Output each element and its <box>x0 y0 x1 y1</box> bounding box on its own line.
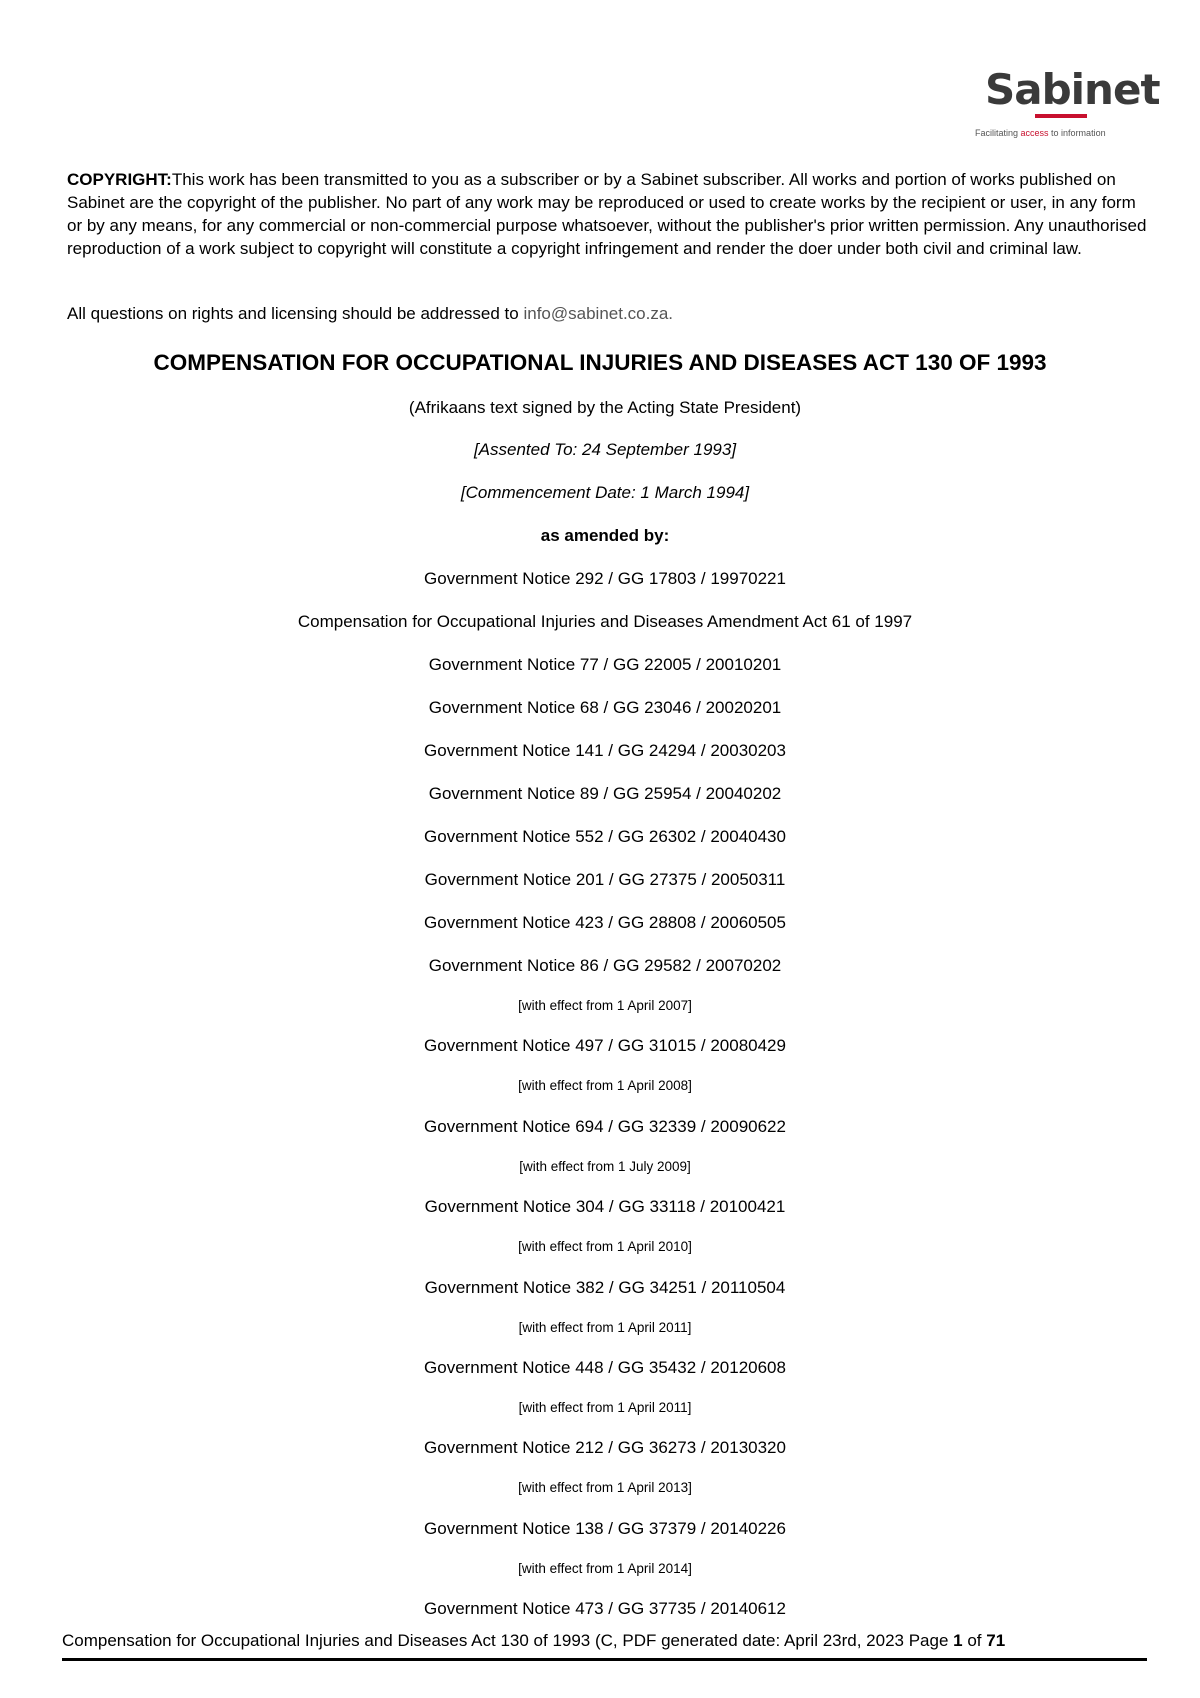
amendment-entry: Government Notice 89 / GG 25954 / 20040202 <box>428 784 782 803</box>
assented-date: [Assented To: 24 September 1993] <box>473 440 737 459</box>
amendment-entry: Government Notice 423 / GG 28808 / 20060505 <box>424 913 786 932</box>
licensing-questions <box>67 304 673 324</box>
amendment-entry: Government Notice 448 / GG 35432 / 20120608 <box>424 1358 786 1377</box>
questions-text: All questions on rights and licensing should be addressed to <box>67 304 524 323</box>
amendment-entry: Government Notice 292 / GG 17803 / 19970221 <box>424 569 786 588</box>
page-footer <box>62 1631 1147 1651</box>
sabinet-logo <box>975 64 1160 144</box>
amendment-entry: Government Notice 694 / GG 32339 / 20090622 <box>424 1117 786 1136</box>
tagline-pre: Facilitating <box>975 128 1021 138</box>
footer-of: of <box>962 1631 987 1650</box>
amendment-entry: Government Notice 138 / GG 37379 / 20140226 <box>424 1519 786 1538</box>
amendment-entry: Government Notice 212 / GG 36273 / 20130320 <box>424 1438 786 1457</box>
amendment-entry: Government Notice 304 / GG 33118 / 20100421 <box>424 1197 786 1216</box>
copyright-text: This work has been transmitted to you as a subscriber or by a Sabinet subscriber. All works and portion of works published on Sabinet are the copyright of the publisher. No part of any work may be reproduced or used to create works by the recipient or user, in any form or by any means, for any commercial or non-commercial purpose whatsoever, without the publisher's prior written permission. Any unauthorised reproduction of a work subject to copyright will constitute a copyright infringement and render the doer under both civil and criminal law. <box>67 170 1147 258</box>
copyright-notice <box>67 168 1147 260</box>
footer-page-total: 71 <box>986 1631 1006 1650</box>
amendment-entry: Government Notice 141 / GG 24294 / 20030203 <box>424 741 786 760</box>
amendment-entry: Government Notice 77 / GG 22005 / 20010201 <box>428 655 782 674</box>
effect-note: [with effect from 1 April 2014] <box>518 1561 692 1576</box>
effect-note: [with effect from 1 April 2013] <box>518 1480 692 1495</box>
footer-rule <box>62 1658 1147 1661</box>
commencement-date: [Commencement Date: 1 March 1994] <box>460 483 750 502</box>
effect-note: [with effect from 1 April 2007] <box>518 998 692 1013</box>
tagline-red: access <box>1020 128 1049 138</box>
amendment-entry: Government Notice 473 / GG 37735 / 20140612 <box>424 1599 786 1618</box>
act-title: COMPENSATION FOR OCCUPATIONAL INJURIES AND DISEASES ACT 130 OF 1993 <box>153 350 1047 375</box>
effect-note: [with effect from 1 April 2011] <box>518 1400 692 1415</box>
amended-by-heading: as amended by: <box>540 526 670 545</box>
amendment-entry: Government Notice 68 / GG 23046 / 20020201 <box>428 698 782 717</box>
footer-text: Compensation for Occupational Injuries and Diseases Act 130 of 1993 (C, PDF generated date: April 23rd, 2023 Page <box>62 1631 954 1650</box>
effect-note: [with effect from 1 July 2009] <box>519 1159 691 1174</box>
logo-tagline <box>975 128 1106 138</box>
effect-note: [with effect from 1 April 2011] <box>518 1320 692 1335</box>
afrikaans-signed-note: (Afrikaans text signed by the Acting State President) <box>408 398 802 417</box>
amendment-entry: Government Notice 201 / GG 27375 / 20050311 <box>424 870 786 889</box>
amendment-entry: Government Notice 86 / GG 29582 / 20070202 <box>428 956 782 975</box>
effect-note: [with effect from 1 April 2008] <box>518 1078 692 1093</box>
contact-email-link[interactable]: info@sabinet.co.za. <box>523 304 674 323</box>
effect-note: [with effect from 1 April 2010] <box>518 1239 692 1254</box>
amendment-entry: Government Notice 382 / GG 34251 / 20110504 <box>424 1278 786 1297</box>
logo-underline <box>1035 114 1087 118</box>
amendment-entry: Government Notice 552 / GG 26302 / 20040430 <box>424 827 786 846</box>
footer-page-number: 1 <box>953 1631 963 1650</box>
amendment-entry: Government Notice 497 / GG 31015 / 20080429 <box>424 1036 786 1055</box>
logo-wordmark: Sabinet <box>985 65 1160 114</box>
copyright-label: COPYRIGHT: <box>67 170 172 189</box>
amendment-entry: Compensation for Occupational Injuries and Diseases Amendment Act 61 of 1997 <box>297 612 913 631</box>
tagline-post: to information <box>1048 128 1106 138</box>
